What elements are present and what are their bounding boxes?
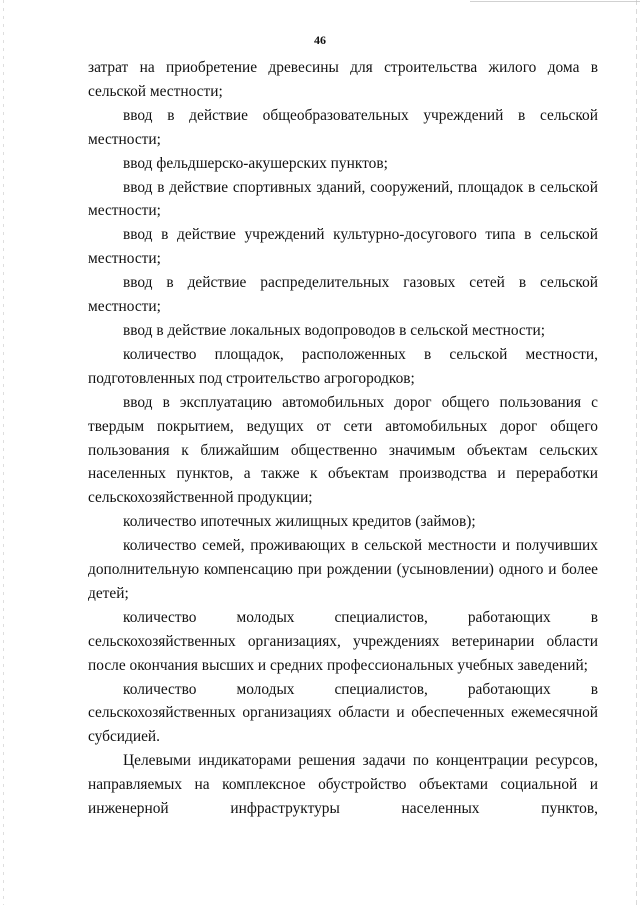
list-item-sports-facilities: ввод в действие спортивных зданий, сооружений, площадок в сельской местности; [88,178,598,220]
list-item-mortgage-loans: количество ипотечных жилищных кредитов (займов); [123,513,476,531]
page-number: 46 [314,33,326,47]
scan-edge-left [3,0,4,905]
list-item-families-compensation: количество семей, проживающих в сельской местности и получивших дополнительную компенсацию при рождении (усыновлении) одного и более детей; [88,537,598,602]
list-item-gas-networks: ввод в действие распределительных газовых сетей в сельской местности; [88,274,598,316]
list-item-agrotown-sites: количество площадок, расположенных в сельской местности, подготовленных под строительство агрогородков; [88,345,598,387]
list-item-schools: ввод в действие общеобразовательных учреждений в сельской местности; [88,106,598,148]
list-item-young-specialists-subsidy: количество молодых специалистов, работающих в сельскохозяйственных организациях области и обеспеченных ежемесячной субсидией. [88,680,598,746]
list-item-cultural-institutions: ввод в действие учреждений культурно-досугового типа в сельской местности; [88,226,598,268]
list-item-young-specialists: количество молодых специалистов, работающих в сельскохозяйственных организациях, учреждениях ветеринарии области после окончания высших и средних профессиональных учебных заведений; [88,608,598,674]
list-item-roads: ввод в эксплуатацию автомобильных дорог общего пользования с твердым покрытием, ведущих от сети автомобильных дорог общего пользования к ближайшим общественно значимым объектам сельских населенных пунктов, а также к объектам производства и переработки сельскохозяйственной продукции; [88,393,598,507]
paragraph-target-indicators: Целевыми индикаторами решения задачи по концентрации ресурсов, направляемых на комплексное обустройство объектами социальной и инженерной инфраструктуры населенных пунктов, [88,752,598,818]
list-item-medical-points: ввод фельдшерско-акушерских пунктов; [123,154,388,172]
scan-edge-top [470,1,640,2]
paragraph-continuation: затрат на приобретение древесины для строительства жилого дома в сельской местности; [88,59,598,100]
scan-edge-right [636,0,637,905]
list-item-water-pipelines: ввод в действие локальных водопроводов в сельской местности; [123,321,546,339]
body-text [88,56,598,821]
